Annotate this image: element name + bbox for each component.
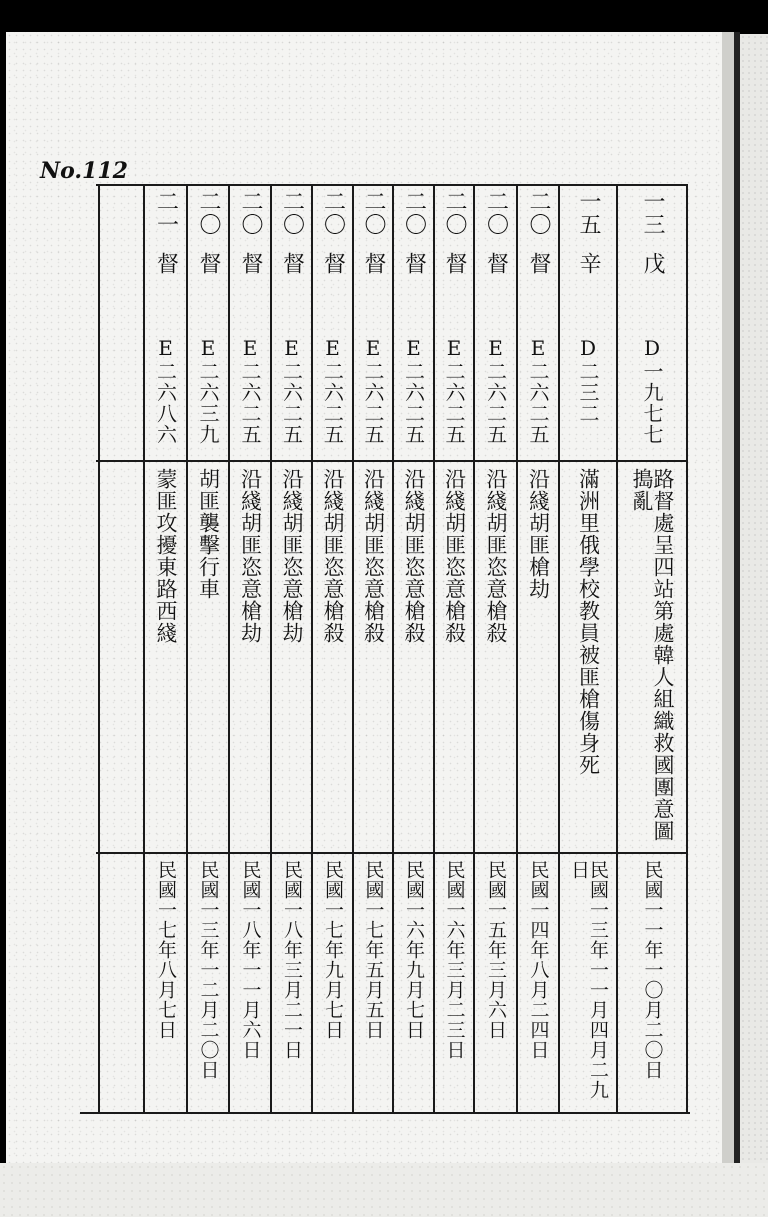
column-7-date-text: 民國一七年五月五日 [362,860,385,1040]
column-7-code [354,336,392,456]
column-11-desc [188,468,228,848]
column-2-desc-text: 滿洲里俄學校教員被匪槍傷身死 [576,468,601,776]
column-1-date [618,860,686,1108]
column-12-date-text: 民國一七年八月七日 [155,860,177,1040]
column-1-code [618,336,686,456]
column-10-desc [230,468,270,848]
column-12-grade [145,252,186,312]
column-7-grade [354,252,392,312]
column-8-num-text: 二〇 [320,190,346,236]
column-11-code-text: E二六三九 [196,336,220,445]
column-4-num-text: 二〇 [483,190,509,236]
column-7-num [354,190,392,238]
column-12-desc-text: 蒙匪攻擾東路西綫 [154,468,178,644]
column-3-num-text: 二〇 [526,190,551,236]
column-5-code-text: E二六二五 [442,336,466,445]
column-2-grade [560,252,616,312]
column-5-grade [435,252,473,312]
column-6-desc-text: 沿綫胡匪恣意槍殺 [402,468,426,644]
column-11-date-text: 民國一三年一二月二〇日 [197,860,220,1080]
column-6-code-text: E二六二五 [401,336,426,445]
column-12-code-text: E二六八六 [153,336,178,445]
column-8-grade-text: 督 [320,252,346,275]
column-5-desc-text: 沿綫胡匪恣意槍殺 [442,468,467,644]
column-2-code-text: D二三二 [576,336,600,424]
column-1-grade-text: 戊 [640,252,665,275]
column-12-num-text: 二一 [153,190,179,236]
column-4-grade-text: 督 [483,252,509,275]
column-6-grade [394,252,433,312]
column-5-code [435,336,473,456]
column-2-num [560,190,616,238]
column-3-grade-text: 督 [526,252,551,275]
column-12-desc [145,468,186,848]
column-4-date [475,860,516,1108]
next-page-edge [740,34,768,1164]
column-3-desc [518,468,558,848]
column-6-date-text: 民國一六年九月七日 [403,860,425,1040]
column-6-desc [394,468,433,848]
column-8-code [313,336,352,456]
column-6-num-text: 二〇 [401,190,427,236]
page-edge [722,32,734,1167]
column-7-code-text: E二六二五 [361,336,385,445]
column-8-num [313,190,352,238]
column-7-grade-text: 督 [361,252,386,275]
column-10-code-text: E二六二五 [238,336,262,445]
column-3-code [518,336,558,456]
column-3-desc-text: 沿綫胡匪槍劫 [526,468,551,600]
column-11-num [188,190,228,238]
column-1-num-text: 一三 [640,190,665,236]
column-9-code-text: E二六二五 [279,336,304,445]
column-9-code [272,336,311,456]
column-1-grade [618,252,686,312]
column-8-code-text: E二六二五 [320,336,345,445]
column-11-num-text: 二〇 [196,190,221,236]
column-12-num [145,190,186,238]
column-2-desc [560,468,616,848]
column-1-date-text: 民國一一年一〇月二〇日 [641,860,664,1080]
column-10-date [230,860,270,1108]
column-5-date [435,860,473,1108]
column-10-num-text: 二〇 [238,190,263,236]
column-11-grade [188,252,228,312]
column-5-desc [435,468,473,848]
column-2-code [560,336,616,456]
column-6-code [394,336,433,456]
column-10-grade-text: 督 [238,252,263,275]
table-column-divider [686,184,688,1114]
column-12-code [145,336,186,456]
column-9-desc-text: 沿綫胡匪恣意槍劫 [280,468,304,644]
column-10-grade [230,252,270,312]
table-row-divider [96,460,686,462]
column-9-grade-text: 督 [279,252,305,275]
column-2-date-text: 民國一三年一一月四月二九日 [568,860,609,1100]
column-3-num [518,190,558,238]
bottom-margin [0,1163,768,1217]
column-1-num [618,190,686,238]
column-10-num [230,190,270,238]
column-12-grade-text: 督 [153,252,179,275]
column-9-num-text: 二〇 [279,190,305,236]
column-8-desc-text: 沿綫胡匪恣意槍殺 [321,468,345,644]
page-number: No.112 [40,158,128,184]
column-4-code [475,336,516,456]
column-7-desc-text: 沿綫胡匪恣意槍殺 [361,468,386,644]
column-8-date [313,860,352,1108]
column-4-num [475,190,516,238]
column-8-desc [313,468,352,848]
column-2-date [560,860,616,1108]
column-7-date [354,860,392,1108]
column-4-desc-text: 沿綫胡匪恣意槍殺 [484,468,508,644]
column-10-code [230,336,270,456]
column-4-date-text: 民國一五年三月六日 [485,860,507,1040]
column-11-grade-text: 督 [196,252,221,275]
table-column-divider [98,184,100,1114]
column-1-code-text: D一九七七 [640,336,664,445]
column-2-num-text: 一五 [576,190,601,236]
column-8-grade [313,252,352,312]
column-4-grade [475,252,516,312]
column-10-desc-text: 沿綫胡匪恣意槍劫 [238,468,263,644]
column-8-date-text: 民國一七年九月七日 [322,860,344,1040]
column-3-date-text: 民國一四年八月二四日 [527,860,550,1060]
table-bottom-border [80,1112,690,1114]
table-row-divider [96,852,686,854]
column-7-desc [354,468,392,848]
column-6-grade-text: 督 [401,252,427,275]
column-9-desc [272,468,311,848]
column-3-grade [518,252,558,312]
column-1-desc-text: 路督處呈四站第處韓人組織救國團意圖搗亂 [630,468,675,842]
column-5-date-text: 民國一六年三月二三日 [443,860,466,1060]
column-11-code [188,336,228,456]
column-9-grade [272,252,311,312]
column-9-date-text: 民國一八年三月二一日 [281,860,303,1060]
column-11-date [188,860,228,1108]
column-5-num [435,190,473,238]
column-9-date [272,860,311,1108]
column-4-code-text: E二六二五 [483,336,508,445]
column-4-desc [475,468,516,848]
table-top-border [96,184,686,186]
column-7-num-text: 二〇 [361,190,386,236]
column-9-num [272,190,311,238]
column-2-grade-text: 辛 [576,252,601,275]
column-6-date [394,860,433,1108]
column-12-date [145,860,186,1108]
column-3-date [518,860,558,1108]
column-10-date-text: 民國一八年一一月六日 [239,860,262,1060]
column-11-desc-text: 胡匪襲擊行車 [196,468,221,600]
column-5-num-text: 二〇 [442,190,467,236]
column-5-grade-text: 督 [442,252,467,275]
column-3-code-text: E二六二五 [526,336,550,445]
column-1-desc [618,468,686,848]
column-6-num [394,190,433,238]
